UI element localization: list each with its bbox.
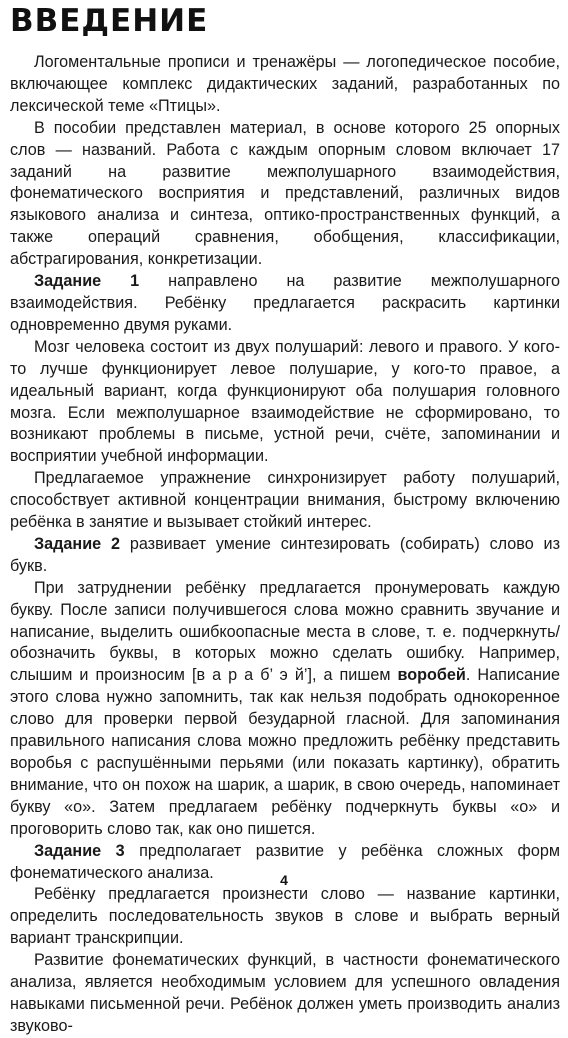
paragraph: Задание 1 направлено на развитие межполушарного взаимодействия. Ребёнку предлагается раскрасить картинки одновременно двумя руками. (10, 272, 560, 334)
paragraph: Мозг человека состоит из двух полушарий: левого и правого. У кого-то лучше функционирует левое полушарие, у кого-то правое, а идеальный вариант, когда функционируют оба полушария головного мозга. Если межполушарное взаимодействие не сформировано, то возникают проблемы в письме, устной речи, счёте, запоминании и восприятии учебной информации. (10, 337, 560, 466)
paragraph: Предлагаемое упражнение синхронизирует работу полушарий, способствует активной концентрации внимания, быстрому включению ребёнка в занятие и вызывает стойкий интерес. (10, 469, 560, 532)
page-title: ВВЕДЕНИЕ (10, 3, 209, 39)
task-heading: Задание 2 (34, 534, 120, 553)
paragraph: Задание 2 развивает умение синтезировать (собирать) слово из букв. (10, 534, 561, 575)
paragraph: Логоментальные прописи и тренажёры — логопедическое пособие, включающее комплекс дидактических заданий, разработанных по лексической теме «Птицы». (10, 53, 560, 115)
paragraph: Развитие фонематических функций, в частности фонематического анализа, является необходимым условием для успешного овладения навыками письменной речи. Ребёнок должен уметь производить анализ звуково- (10, 951, 560, 1035)
paragraph: В пособии представлен материал, в основе которого 25 опорных слов — названий. Работа с каждым опорным словом включает 17 заданий на развитие межполушарного взаимодействия, фонематического восприятия и представлений, различных видов языкового анализа и синтеза, оптико-пространственных функций, а также операций сравнения, обобщения, классификации, абстрагирования, конкретизации. (10, 118, 560, 269)
paragraph: При затруднении ребёнку предлагается пронумеровать каждую букву. После записи получившегося слова можно сравнить звучание и написание, выделить ошибкоопасные места в слове, т. е. подчеркнуть/обозначить буквы, в которых можно сделать ошибку. Например, слышим и произносим [в а р а б’ э й’], а пишем воробей. Написание этого слова нужно запомнить, так как нельзя подобрать однокоренное слово для проверки первой безударной гласной. Для запоминания правильного написания слова можно предложить ребёнку представить воробья с распушёнными перьями (или показать картинку), обратить внимание, что он похож на шарик, а шарик, в свою очередь, напоминает букву «о». Затем предлагаем ребёнку подчеркнуть буквы «о» и проговорить слово так, как оно пишется. (10, 578, 560, 838)
task-heading: Задание 1 (34, 272, 140, 291)
paragraph: Ребёнку предлагается произнести слово — название картинки, определить последовательность звуков в слове и выбрать верный вариант транскрипции. (10, 885, 560, 948)
body-text (10, 52, 560, 1038)
page-number: 4 (280, 872, 288, 888)
example-word: воробей (397, 666, 466, 685)
task-heading: Задание 3 (34, 841, 125, 860)
paragraph: Задание 3 предполагает развитие у ребёнка сложных форм фонематического анализа. (10, 841, 560, 882)
